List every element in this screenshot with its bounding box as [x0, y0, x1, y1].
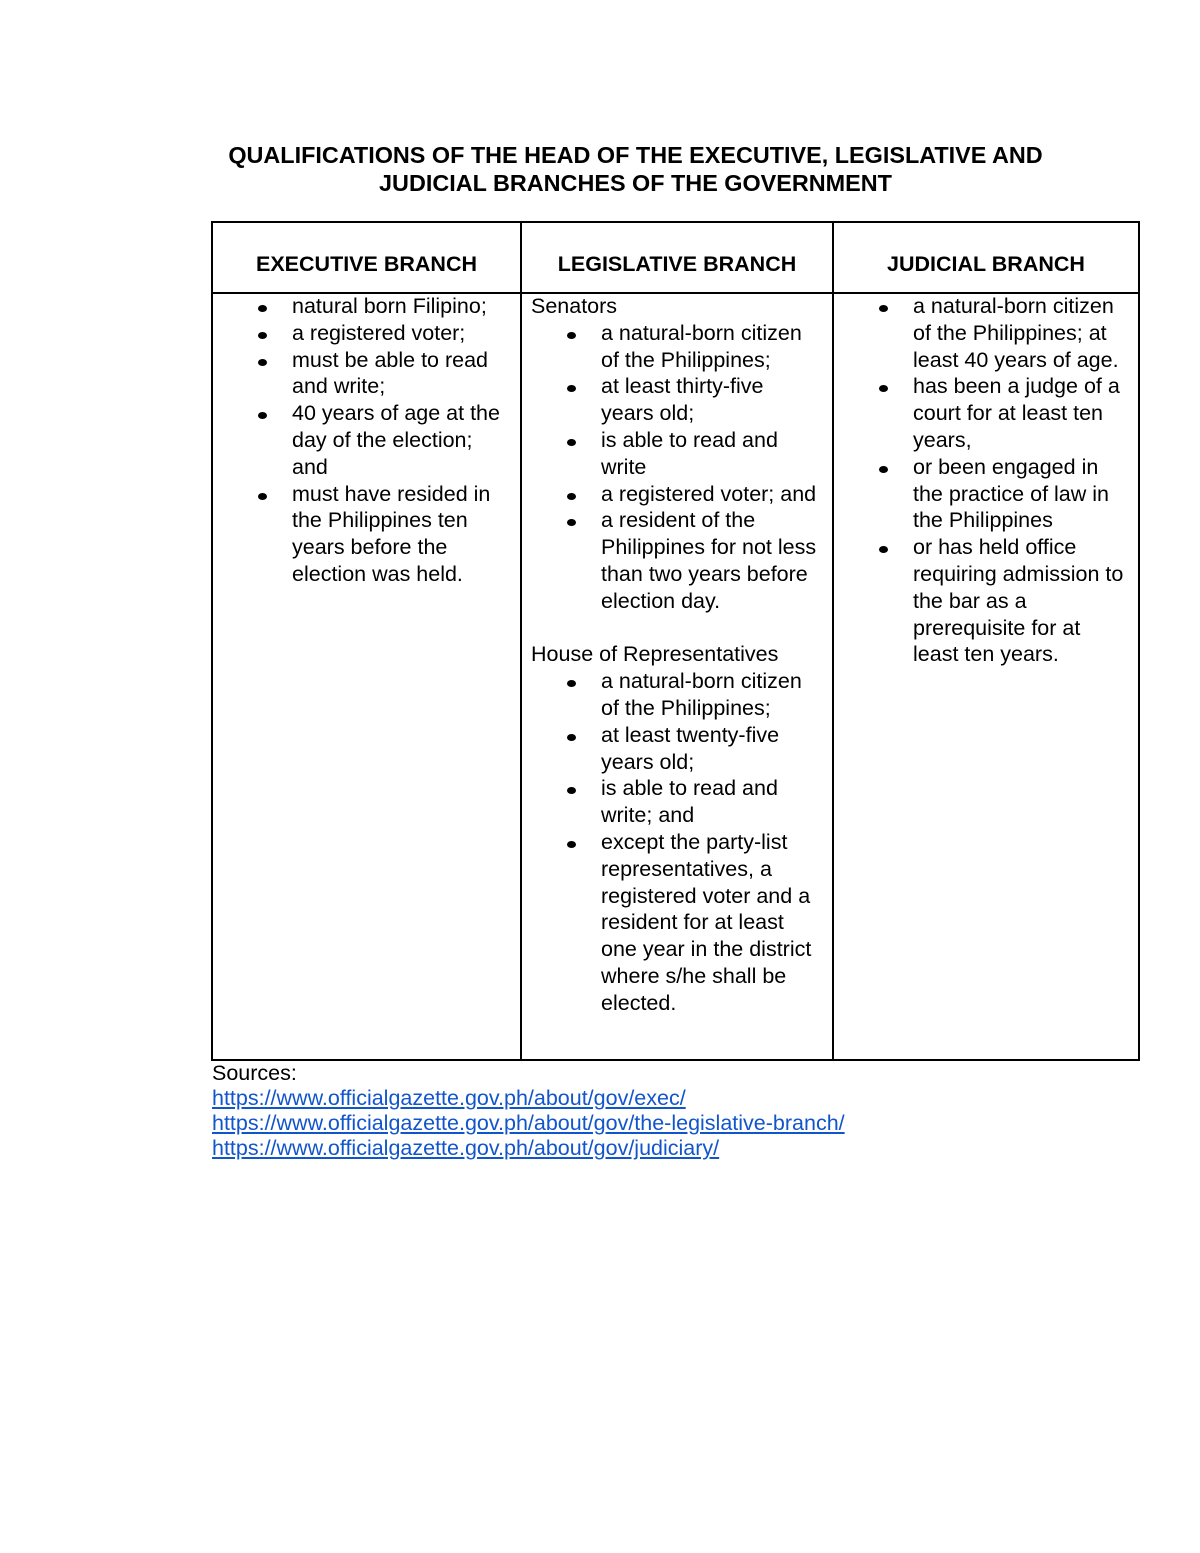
- list-item-text: has been a judge of a court for at least ten years,: [913, 374, 1120, 452]
- list-item-text: natural born Filipino;: [292, 294, 487, 318]
- list-item: [213, 347, 506, 401]
- list-item-text: 40 years of age at the day of the election; and: [292, 401, 500, 479]
- list-item: [522, 481, 819, 508]
- list-item: [522, 668, 819, 722]
- bullet-icon: [567, 439, 576, 446]
- judicial-qualifications-list: [834, 293, 1138, 668]
- bullet-icon: [567, 841, 576, 848]
- list-item: [522, 373, 819, 427]
- list-item: [522, 320, 819, 374]
- executive-qualifications-list: [213, 293, 520, 588]
- list-item-text: a registered voter; and: [601, 481, 817, 506]
- list-item-text: must have resided in the Philippines ten years before the election was held.: [292, 481, 491, 586]
- bullet-icon: [567, 787, 576, 794]
- list-item-text: a natural-born citizen of the Philippines; at least 40 years of age.: [913, 294, 1119, 372]
- bullet-icon: [567, 519, 576, 526]
- list-item: [213, 481, 506, 588]
- house-label: House of Representatives: [531, 642, 779, 667]
- bullet-icon: [258, 412, 267, 419]
- list-item: [834, 373, 1127, 453]
- senators-qualifications-list: [522, 320, 832, 615]
- list-item-text: a registered voter;: [292, 320, 466, 345]
- bullet-icon: [879, 385, 888, 392]
- list-item-text: or been engaged in the practice of law in the Philippines: [913, 454, 1109, 533]
- header-legislative-branch: LEGISLATIVE BRANCH: [557, 252, 797, 276]
- list-item-text: or has held office requiring admission to the bar as a prerequisite for at least ten years.: [913, 535, 1124, 667]
- bullet-icon: [258, 332, 267, 339]
- senators-label: Senators: [531, 294, 618, 318]
- qualifications-table: [211, 221, 1140, 1061]
- list-item-text: except the party-list representatives, a registered voter and a resident for at least one year in the district where s/he shall be elected.: [601, 829, 812, 1015]
- paragraph-spacer: [522, 615, 832, 642]
- sources-section: [212, 1061, 845, 1161]
- list-item: [834, 534, 1127, 668]
- list-item-text: at least thirty-five years old;: [601, 374, 764, 426]
- list-item: [213, 320, 506, 347]
- source-link-executive[interactable]: https://www.officialgazette.gov.ph/about/gov/exec/: [212, 1086, 686, 1110]
- source-link-legislative[interactable]: https://www.officialgazette.gov.ph/about/gov/the-legislative-branch/: [212, 1111, 845, 1135]
- list-item-text: a natural-born citizen of the Philippines;: [601, 669, 802, 720]
- list-item-text: must be able to read and write;: [292, 347, 489, 399]
- list-item: [834, 454, 1127, 534]
- list-item-text: a resident of the Philippines for not less than two years before election day.: [601, 508, 817, 613]
- legislative-branch-cell: [522, 293, 832, 1017]
- list-item: [522, 427, 819, 481]
- bullet-icon: [879, 305, 888, 312]
- judicial-branch-cell: [834, 293, 1138, 668]
- bullet-icon: [258, 359, 267, 366]
- document-title: QUALIFICATIONS OF THE HEAD OF THE EXECUTIVE, LEGISLATIVE AND JUDICIAL BRANCHES OF THE GOVERNMENT: [228, 142, 1043, 196]
- header-executive-branch: EXECUTIVE BRANCH: [256, 252, 477, 276]
- list-item-text: is able to read and write; and: [601, 776, 778, 828]
- bullet-icon: [567, 680, 576, 687]
- house-qualifications-list: [522, 668, 832, 1016]
- list-item-text: at least twenty-five years old;: [601, 722, 780, 774]
- list-item: [834, 293, 1127, 373]
- bullet-icon: [258, 493, 267, 500]
- bullet-icon: [567, 734, 576, 741]
- bullet-icon: [879, 546, 888, 553]
- sources-label: Sources:: [212, 1061, 297, 1085]
- list-item: [522, 722, 819, 776]
- bullet-icon: [567, 385, 576, 392]
- list-item: [522, 507, 819, 614]
- executive-branch-cell: [213, 293, 520, 588]
- bullet-icon: [879, 466, 888, 473]
- header-judicial-branch: JUDICIAL BRANCH: [887, 252, 1085, 276]
- list-item: [213, 293, 506, 320]
- list-item-text: is able to read and write: [601, 427, 778, 479]
- list-item: [522, 829, 819, 1017]
- list-item: [213, 400, 506, 480]
- bullet-icon: [567, 493, 576, 500]
- source-link-judiciary[interactable]: https://www.officialgazette.gov.ph/about/gov/judiciary/: [212, 1136, 720, 1160]
- list-item-text: a natural-born citizen of the Philippines;: [601, 320, 802, 372]
- bullet-icon: [567, 332, 576, 339]
- bullet-icon: [258, 305, 267, 312]
- list-item: [522, 775, 819, 829]
